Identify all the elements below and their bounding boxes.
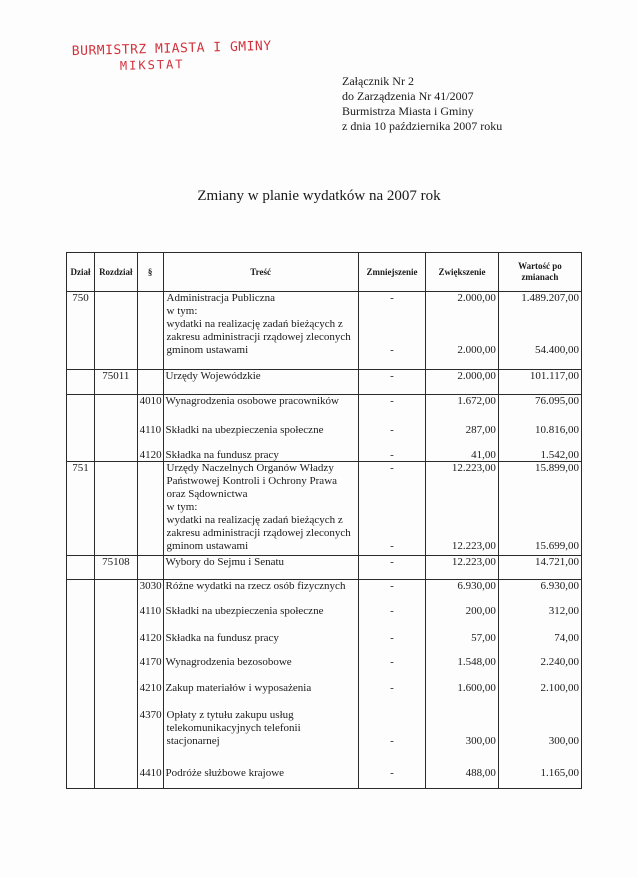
- table-row: [67, 757, 582, 789]
- zmniejszenie-cell: -: [358, 424, 425, 448]
- dzial-cell: [67, 605, 95, 632]
- tresc-line: zakresu administracji rządowej zleconych: [166, 331, 351, 343]
- wartosc-cell: 14.721,00: [498, 556, 581, 580]
- paragraf-cell: 4120: [137, 448, 163, 462]
- wartosc-cell: 74,00: [498, 632, 581, 656]
- tresc-line: gminom ustawami: [166, 344, 249, 356]
- tresc-cell: [163, 462, 358, 556]
- zwiekszenie-cell: 1.600,00: [426, 682, 499, 709]
- wartosc-cell: 101.117,00: [498, 370, 581, 395]
- tresc-line: Opłaty z tytułu zakupu usług: [166, 708, 294, 721]
- zwiekszenie-cell: [426, 462, 499, 556]
- zmniejszenie-cell: -: [358, 757, 425, 789]
- zmniejszenie-cell: [358, 709, 425, 757]
- table-row: [67, 448, 582, 462]
- value: 15.899,00: [535, 462, 579, 474]
- tresc-line: Urzędy Naczelnych Organów Władzy: [166, 462, 334, 474]
- zwiekszenie-cell: 41,00: [426, 448, 499, 462]
- dzial-cell: [67, 448, 95, 462]
- value: -: [390, 734, 394, 747]
- tresc-cell: Składka na fundusz pracy: [163, 448, 358, 462]
- zmniejszenie-cell: -: [358, 632, 425, 656]
- stamp-line-2: MIKSTAT: [119, 57, 185, 73]
- wartosc-cell: 6.930,00: [498, 580, 581, 605]
- zwiekszenie-cell: 1.672,00: [426, 395, 499, 424]
- zwiekszenie-cell: 6.930,00: [426, 580, 499, 605]
- tresc-line: wydatki na realizację zadań bieżących z: [166, 318, 343, 330]
- zmniejszenie-cell: -: [358, 556, 425, 580]
- zwiekszenie-cell: 1.548,00: [426, 656, 499, 682]
- table-row: [67, 292, 582, 370]
- annex-line-4: z dnia 10 października 2007 roku: [342, 119, 503, 133]
- tresc-cell: [163, 709, 358, 757]
- zwiekszenie-cell: 287,00: [426, 424, 499, 448]
- value: 1.489.207,00: [521, 292, 579, 304]
- table-row: [67, 370, 582, 395]
- header-zwiekszenie: Zwiększenie: [426, 253, 499, 292]
- dzial-cell: [67, 757, 95, 789]
- zmniejszenie-cell: -: [358, 448, 425, 462]
- paragraf-cell: 4210: [137, 682, 163, 709]
- paragraf-cell: 4170: [137, 656, 163, 682]
- wartosc-cell: 10.816,00: [498, 424, 581, 448]
- wartosc-cell: 312,00: [498, 605, 581, 632]
- tresc-line: Państwowej Kontroli i Ochrony Prawa: [166, 475, 338, 487]
- wartosc-cell: 76.095,00: [498, 395, 581, 424]
- rozdzial-cell: [95, 682, 138, 709]
- zmniejszenie-cell: -: [358, 395, 425, 424]
- header-paragraf: §: [137, 253, 163, 292]
- official-stamp: [71, 38, 272, 74]
- tresc-cell: Składki na ubezpieczenia społeczne: [163, 424, 358, 448]
- value: 12.223,00: [451, 540, 496, 552]
- header-rozdzial: Rozdział: [95, 253, 138, 292]
- tresc-line: stacjonarnej: [166, 734, 220, 747]
- header-dzial: Dział: [67, 253, 95, 292]
- zwiekszenie-cell: [426, 292, 499, 370]
- table-row: [67, 682, 582, 709]
- rozdzial-cell: [95, 580, 138, 605]
- value: -: [390, 462, 394, 474]
- tresc-cell: Podróże służbowe krajowe: [163, 757, 358, 789]
- zmniejszenie-cell: -: [358, 605, 425, 632]
- table-header-row: [67, 253, 582, 292]
- zwiekszenie-cell: 2.000,00: [426, 370, 499, 395]
- tresc-line: Administracja Publiczna: [166, 292, 275, 304]
- tresc-cell: Składki na ubezpieczenia społeczne: [163, 605, 358, 632]
- header-tresc: Treść: [163, 253, 358, 292]
- document-title: Zmiany w planie wydatków na 2007 rok: [197, 188, 441, 204]
- paragraf-cell: 4370: [137, 709, 163, 757]
- header-wartosc: Wartość po zmianach: [498, 253, 581, 292]
- tresc-cell: Urzędy Wojewódzkie: [163, 370, 358, 395]
- wartosc-cell: [498, 462, 581, 556]
- tresc-cell: Wynagrodzenia bezosobowe: [163, 656, 358, 682]
- value: -: [390, 344, 394, 356]
- paragraf-cell: 4410: [137, 757, 163, 789]
- paragraf-cell: 4120: [137, 632, 163, 656]
- annex-line-2: do Zarządzenia Nr 41/2007: [342, 89, 474, 103]
- dzial-cell: [67, 656, 95, 682]
- expenditure-table: [66, 252, 582, 789]
- value: 300,00: [465, 734, 496, 747]
- zwiekszenie-cell: 200,00: [426, 605, 499, 632]
- dzial-cell: [67, 556, 95, 580]
- rozdzial-cell: [95, 395, 138, 424]
- zmniejszenie-cell: -: [358, 370, 425, 395]
- tresc-cell: Wybory do Sejmu i Senatu: [163, 556, 358, 580]
- rozdzial-cell: [95, 424, 138, 448]
- rozdzial-cell: 75011: [95, 370, 138, 395]
- table-row: [67, 709, 582, 757]
- paragraf-cell: [137, 370, 163, 395]
- tresc-line: telekomunikacyjnych telefonii: [166, 721, 301, 734]
- zmniejszenie-cell: -: [358, 580, 425, 605]
- value: 15.699,00: [535, 540, 579, 552]
- rozdzial-cell: [95, 757, 138, 789]
- dzial-cell: 750: [67, 292, 95, 370]
- value: -: [390, 540, 394, 552]
- wartosc-cell: [498, 292, 581, 370]
- tresc-cell: [163, 292, 358, 370]
- dzial-cell: 751: [67, 462, 95, 556]
- table-row: [67, 580, 582, 605]
- tresc-cell: Wynagrodzenia osobowe pracowników: [163, 395, 358, 424]
- tresc-line: wydatki na realizację zadań bieżących z: [166, 514, 343, 526]
- rozdzial-cell: [95, 605, 138, 632]
- rozdzial-cell: [95, 632, 138, 656]
- paragraf-cell: [137, 556, 163, 580]
- zwiekszenie-cell: [426, 709, 499, 757]
- table-row: [67, 656, 582, 682]
- annex-header: [342, 74, 502, 134]
- wartosc-cell: 2.240,00: [498, 656, 581, 682]
- wartosc-cell: 1.165,00: [498, 757, 581, 789]
- rozdzial-cell: [95, 656, 138, 682]
- stamp-line-1: BURMISTRZ MIASTA I GMINY: [71, 38, 272, 60]
- rozdzial-cell: [95, 709, 138, 757]
- zmniejszenie-cell: -: [358, 682, 425, 709]
- table-row: [67, 556, 582, 580]
- tresc-cell: Składka na fundusz pracy: [163, 632, 358, 656]
- dzial-cell: [67, 632, 95, 656]
- annex-line-3: Burmistrza Miasta i Gminy: [342, 104, 474, 118]
- tresc-line: w tym:: [166, 305, 198, 317]
- paragraf-cell: 4110: [137, 424, 163, 448]
- dzial-cell: [67, 370, 95, 395]
- tresc-line: gminom ustawami: [166, 540, 249, 552]
- dzial-cell: [67, 424, 95, 448]
- table-row: [67, 605, 582, 632]
- wartosc-cell: 1.542,00: [498, 448, 581, 462]
- table-row: [67, 632, 582, 656]
- value: 12.223,00: [451, 462, 496, 474]
- zwiekszenie-cell: 57,00: [426, 632, 499, 656]
- wartosc-cell: 2.100,00: [498, 682, 581, 709]
- zwiekszenie-cell: 488,00: [426, 757, 499, 789]
- paragraf-cell: [137, 462, 163, 556]
- zwiekszenie-cell: 12.223,00: [426, 556, 499, 580]
- dzial-cell: [67, 709, 95, 757]
- zmniejszenie-cell: -: [358, 656, 425, 682]
- tresc-line: zakresu administracji rządowej zleconych: [166, 527, 351, 539]
- annex-line-1: Załącznik Nr 2: [342, 74, 414, 88]
- value: -: [390, 292, 394, 304]
- rozdzial-cell: 75108: [95, 556, 138, 580]
- zmniejszenie-cell: [358, 462, 425, 556]
- value: 2.000,00: [457, 344, 496, 356]
- tresc-cell: Zakup materiałów i wyposażenia: [163, 682, 358, 709]
- rozdzial-cell: [95, 292, 138, 370]
- paragraf-cell: 4110: [137, 605, 163, 632]
- table-row: [67, 462, 582, 556]
- paragraf-cell: 3030: [137, 580, 163, 605]
- rozdzial-cell: [95, 462, 138, 556]
- dzial-cell: [67, 395, 95, 424]
- paragraf-cell: 4010: [137, 395, 163, 424]
- table-row: [67, 424, 582, 448]
- value: 54.400,00: [535, 344, 579, 356]
- wartosc-cell: [498, 709, 581, 757]
- paragraf-cell: [137, 292, 163, 370]
- tresc-line: w tym:: [166, 501, 198, 513]
- tresc-cell: Różne wydatki na rzecz osób fizycznych: [163, 580, 358, 605]
- tresc-line: oraz Sądownictwa: [166, 488, 248, 500]
- value: 300,00: [548, 734, 579, 747]
- zmniejszenie-cell: [358, 292, 425, 370]
- rozdzial-cell: [95, 448, 138, 462]
- value: 2.000,00: [457, 292, 496, 304]
- dzial-cell: [67, 682, 95, 709]
- table-row: [67, 395, 582, 424]
- dzial-cell: [67, 580, 95, 605]
- header-zmniejszenie: Zmniejszenie: [358, 253, 425, 292]
